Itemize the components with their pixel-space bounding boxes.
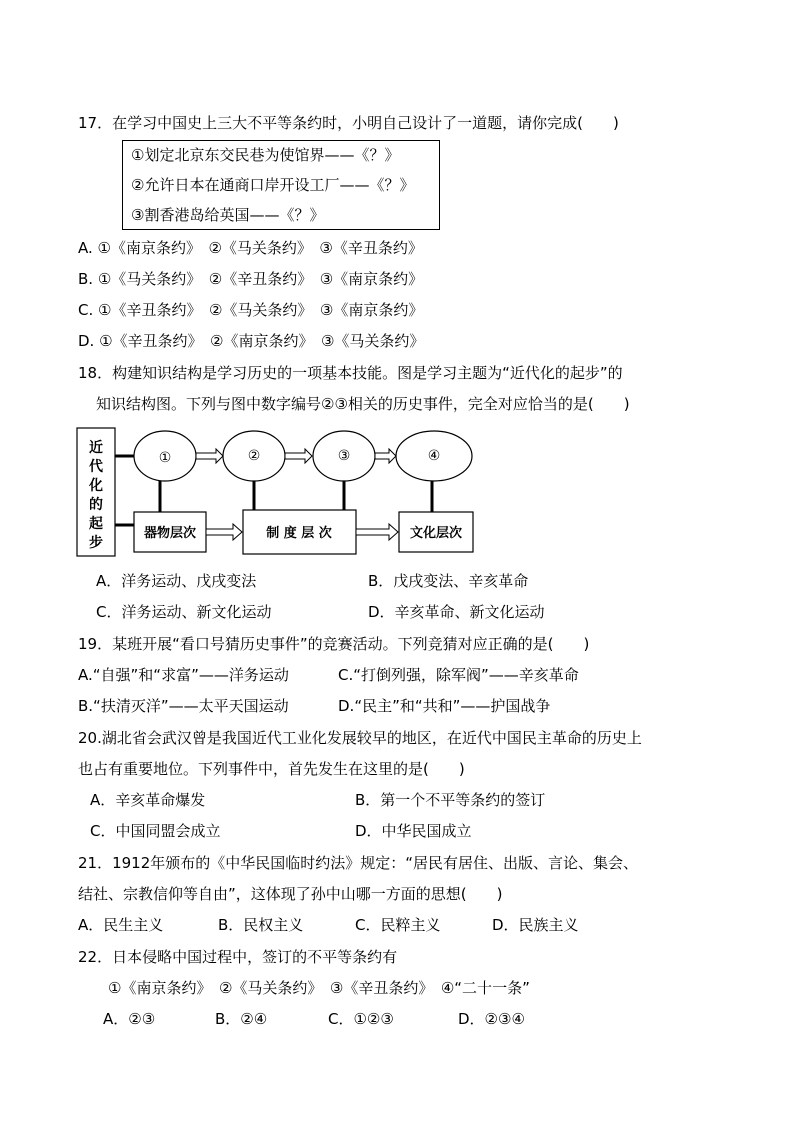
q17-statement-3: ③割香港岛给英国——《？》	[131, 206, 325, 224]
q18-option-c[interactable]: C．洋务运动、新文化运动	[96, 603, 272, 621]
q20-option-b[interactable]: B．第一个不平等条约的签订	[355, 791, 546, 809]
diagram-side-char-6: 步	[89, 535, 103, 551]
q22-option-a[interactable]: A．②③	[103, 1010, 156, 1028]
q21-option-a[interactable]: A．民生主义	[78, 916, 164, 934]
q17-option-d[interactable]: D. ①《辛丑条约》 ②《南京条约》 ③《马关条约》	[78, 332, 425, 350]
q20-stem-line2: 也占有重要地位。下列事件中，首先发生在这里的是( )	[78, 760, 465, 778]
diagram-side-char-1: 近	[89, 440, 103, 456]
diagram-circle-label-4: ④	[427, 448, 441, 464]
q22-stem: 22．日本侵略中国过程中，签订的不平等条约有	[78, 948, 398, 966]
q22-option-c[interactable]: C．①②③	[328, 1010, 394, 1028]
q21-option-d[interactable]: D．民族主义	[492, 916, 579, 934]
q17-option-c[interactable]: C. ①《辛丑条约》 ②《马关条约》 ③《南京条约》	[78, 301, 424, 319]
q20-option-a[interactable]: A．辛亥革命爆发	[90, 791, 206, 809]
diagram-side-char-3: 化	[89, 478, 103, 494]
q18-option-b[interactable]: B．戊戌变法、辛亥革命	[368, 572, 529, 590]
q18-stem-line1: 18．构建知识结构是学习历史的一项基本技能。图是学习主题为“近代化的起步”的	[78, 364, 623, 382]
q18-option-a[interactable]: A．洋务运动、戊戌变法	[96, 572, 257, 590]
diagram-side-char-2: 代	[89, 459, 103, 475]
q21-stem-line2: 结社、宗教信仰等自由”，这体现了孙中山哪一方面的思想( )	[78, 885, 503, 903]
q17-option-a[interactable]: A. ①《南京条约》 ②《马关条约》 ③《辛丑条约》	[78, 239, 423, 257]
q19-option-d[interactable]: D.“民主”和“共和”——护国战争	[338, 697, 551, 715]
diagram-box-label-2: 制 度 层 次	[266, 526, 332, 541]
diagram-side-char-4: 的	[89, 497, 103, 513]
q19-option-c[interactable]: C.“打倒列强，除军阀”——辛亥革命	[338, 666, 579, 684]
diagram-circle-label-3: ③	[337, 448, 351, 464]
q18-option-d[interactable]: D．辛亥革命、新文化运动	[368, 603, 545, 621]
q20-option-c[interactable]: C．中国同盟会成立	[90, 822, 221, 840]
q21-stem-line1: 21．1912年颁布的《中华民国临时约法》规定：“居民有居住、出版、言论、集会、	[78, 854, 639, 872]
diagram-circle-label-1: ①	[158, 450, 172, 466]
q20-stem-line1: 20.湖北省会武汉曾是我国近代工业化发展较早的地区，在近代中国民主革命的历史上	[78, 729, 642, 747]
q19-option-a[interactable]: A.“自强”和“求富”——洋务运动	[78, 666, 289, 684]
q21-option-b[interactable]: B．民权主义	[218, 916, 304, 934]
q19-option-b[interactable]: B.“扶清灭洋”——太平天国运动	[78, 697, 289, 715]
q21-option-c[interactable]: C．民粹主义	[355, 916, 441, 934]
diagram-circle-label-2: ②	[247, 448, 261, 464]
q17-stem: 17．在学习中国史上三大不平等条约时，小明自己设计了一道题，请你完成( )	[78, 114, 619, 132]
q17-statement-1: ①划定北京东交民巷为使馆界——《？》	[131, 146, 400, 164]
q18-stem-line2: 知识结构图。下列与图中数字编号②③相关的历史事件，完全对应恰当的是( )	[96, 395, 630, 413]
q17-statement-2: ②允许日本在通商口岸开设工厂——《？》	[131, 176, 415, 194]
q22-option-d[interactable]: D．②③④	[458, 1010, 525, 1028]
diagram-box-label-3: 文化层次	[409, 526, 463, 541]
diagram-side-char-5: 起	[89, 516, 103, 532]
q22-option-b[interactable]: B．②④	[215, 1010, 268, 1028]
q22-items: ①《南京条约》 ②《马关条约》 ③《辛丑条约》 ④“二十一条”	[108, 979, 530, 997]
q19-stem: 19．某班开展“看口号猜历史事件”的竞赛活动。下列竞猜对应正确的是( )	[78, 635, 590, 653]
diagram-box-label-1: 器物层次	[143, 526, 197, 541]
q20-option-d[interactable]: D．中华民国成立	[355, 822, 472, 840]
q17-option-b[interactable]: B. ①《马关条约》 ②《辛丑条约》 ③《南京条约》	[78, 270, 424, 288]
